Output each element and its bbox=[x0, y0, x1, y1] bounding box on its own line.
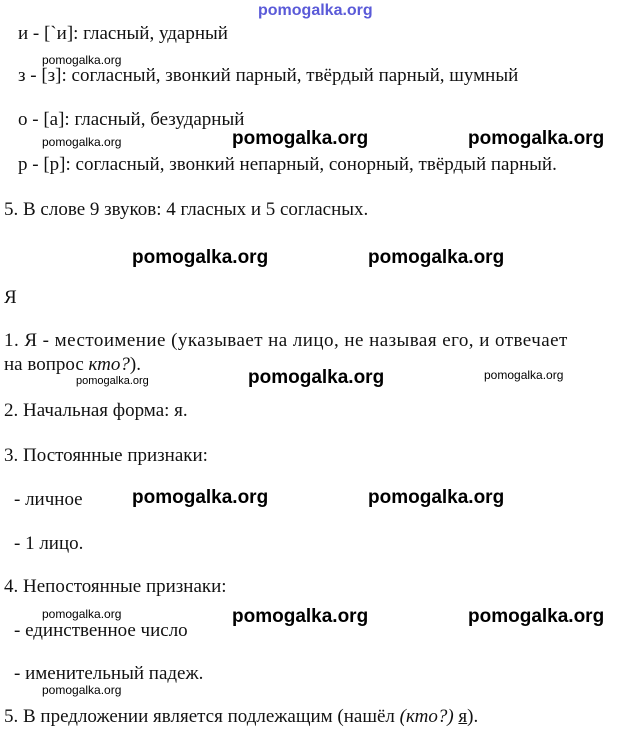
text-line-r: р - [р]: согласный, звонкий непарный, сонорный, твёрдый парный. bbox=[18, 154, 557, 175]
watermark: pomogalka.org bbox=[42, 607, 122, 621]
watermark: pomogalka.org bbox=[42, 53, 122, 67]
watermark: pomogalka.org bbox=[248, 367, 385, 388]
text-line-initial-form: 2. Начальная форма: я. bbox=[4, 400, 188, 421]
text-line-nominative: - именительный падеж. bbox=[14, 663, 204, 684]
watermark-header: pomogalka.org bbox=[258, 2, 373, 19]
text-line-pronoun: 1. Я - местоимение (указывает на лицо, не называя его, и отвечает bbox=[4, 330, 568, 351]
watermark: pomogalka.org bbox=[232, 606, 369, 627]
watermark: pomogalka.org bbox=[76, 375, 149, 387]
watermark: pomogalka.org bbox=[484, 368, 564, 382]
text-line-constant-features: 3. Постоянные признаки: bbox=[4, 445, 208, 466]
watermark: pomogalka.org bbox=[132, 487, 269, 508]
watermark: pomogalka.org bbox=[368, 247, 505, 268]
text-line-sound-count: 5. В слове 9 звуков: 4 гласных и 5 согласных. bbox=[4, 199, 369, 220]
watermark: pomogalka.org bbox=[468, 128, 605, 149]
watermark: pomogalka.org bbox=[42, 683, 122, 697]
text-line-o: о - [а]: гласный, безударный bbox=[18, 109, 245, 130]
text-line-question: на вопрос кто?). bbox=[4, 354, 141, 375]
section-heading-ya: Я bbox=[4, 287, 17, 308]
text-line-first-person: - 1 лицо. bbox=[14, 533, 84, 554]
text-line-variable-features: 4. Непостоянные признаки: bbox=[4, 576, 227, 597]
text-line-i: и - [`и]: гласный, ударный bbox=[18, 23, 228, 44]
watermark: pomogalka.org bbox=[132, 247, 269, 268]
watermark: pomogalka.org bbox=[368, 487, 505, 508]
text-line-z: з - [з]: согласный, звонкий парный, твёрдый парный, шумный bbox=[18, 65, 519, 86]
text-line-singular: - единственное число bbox=[14, 620, 188, 641]
text-line-personal: - личное bbox=[14, 489, 83, 510]
text-line-subject: 5. В предложении является подлежащим (нашёл (кто?) я). bbox=[4, 706, 479, 727]
watermark: pomogalka.org bbox=[232, 128, 369, 149]
watermark: pomogalka.org bbox=[42, 135, 122, 149]
watermark: pomogalka.org bbox=[468, 606, 605, 627]
